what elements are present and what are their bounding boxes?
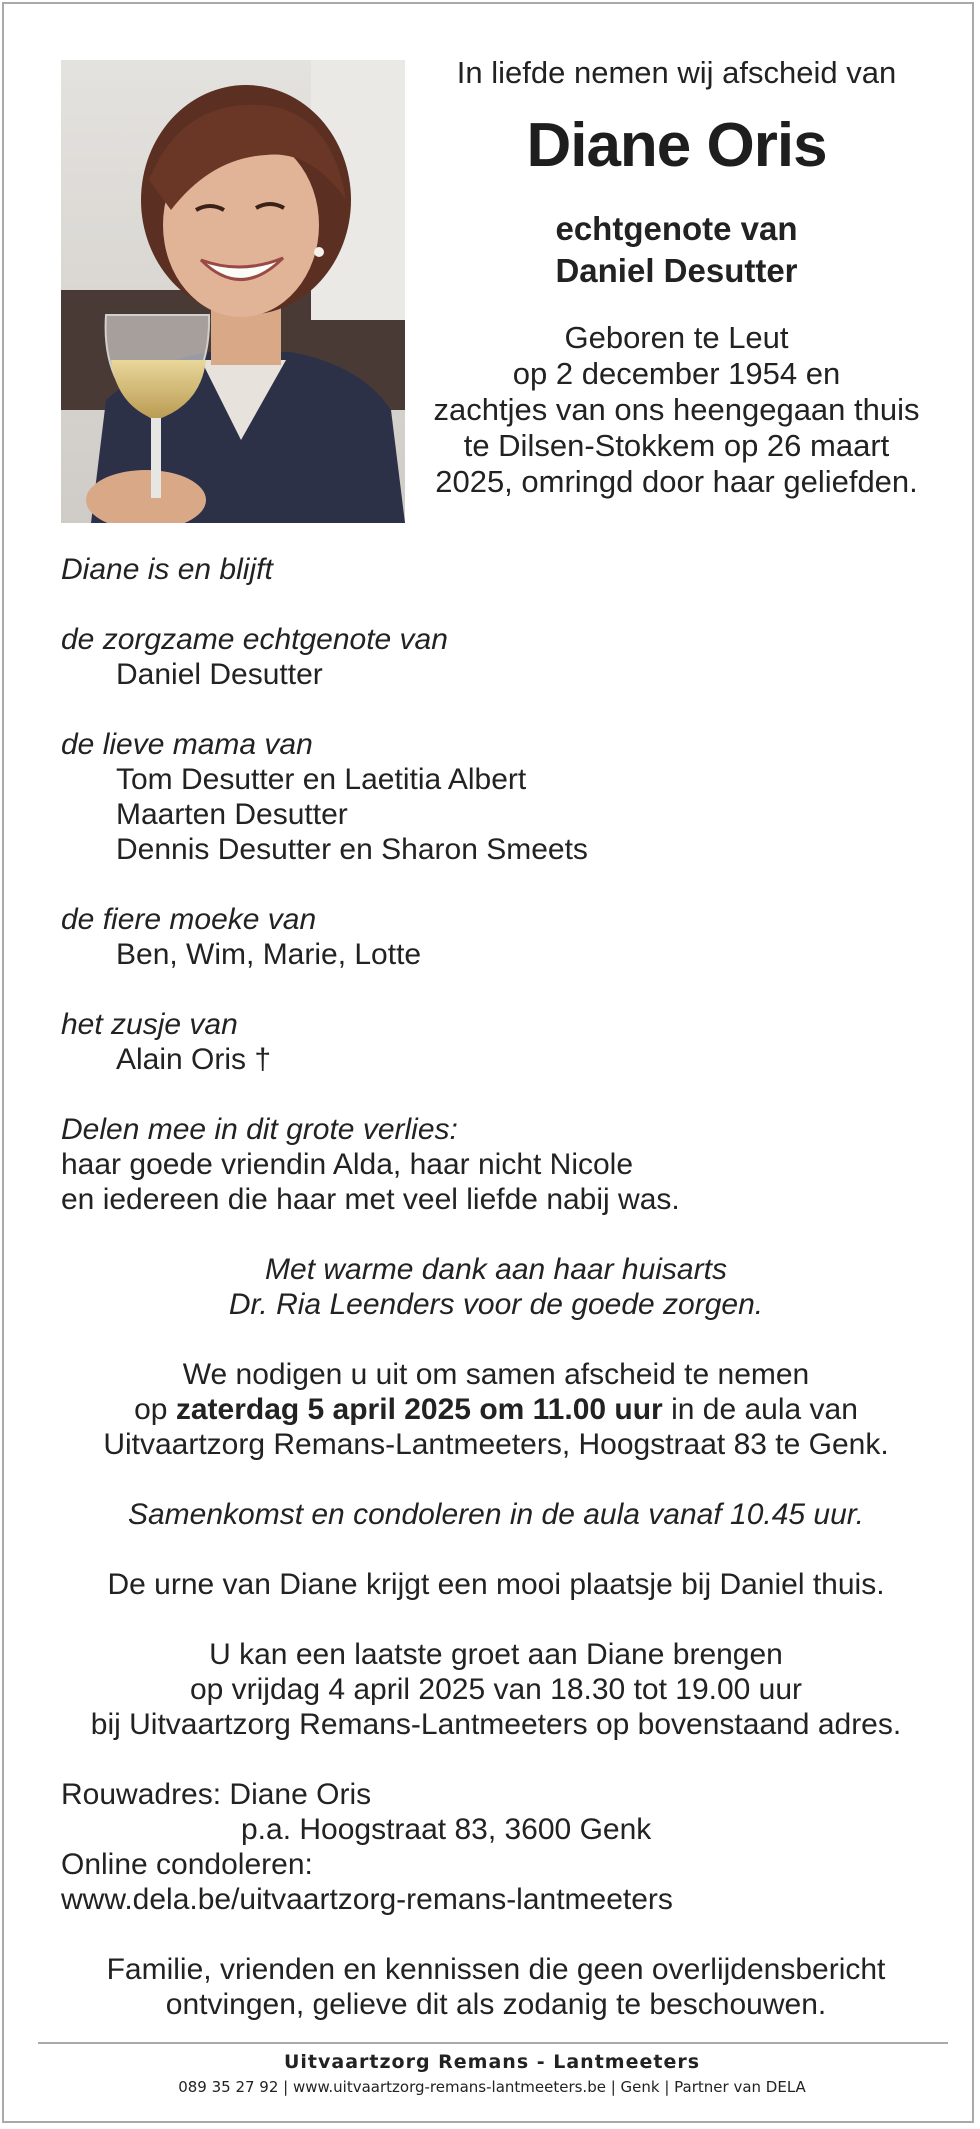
family-member: Alain Oris † [116,1043,272,1076]
visit-line: U kan een laatste groet aan Diane brengen [209,1638,783,1671]
thanks-line: Dr. Ria Leenders voor de goede zorgen. [228,1288,764,1321]
family-group-label: de fiere moeke van [61,903,317,936]
footer-divider [38,2042,948,2044]
spouse-label: echtgenote van [555,210,798,247]
family-member: Maarten Desutter [116,798,348,831]
share-line: haar goede vriendin Alda, haar nicht Nicole [61,1148,634,1181]
funeral-home-contact: 089 35 27 92 | www.uitvaartzorg-remans-lantmeeters.be | Genk | Partner van DELA [178,2078,806,2096]
share-label: Delen mee in dit grote verlies: [61,1113,458,1146]
family-group-label: de zorgzame echtgenote van [61,623,448,656]
birth-death-info [414,320,939,500]
birth-line: zachtjes van ons heengegaan thuis [433,392,920,427]
intro-text: In liefde nemen wij afscheid van [456,55,897,90]
family-group-label: het zusje van [61,1008,238,1041]
invitation-line: Uitvaartzorg Remans-Lantmeeters, Hoogstraat 83 te Genk. [103,1428,889,1461]
birth-line: 2025, omringd door haar geliefden. [435,464,918,499]
spouse-name: Daniel Desutter [555,252,798,289]
ceremony-date: zaterdag 5 april 2025 om 11.00 uur [175,1393,663,1426]
birth-line: op 2 december 1954 en [512,356,841,391]
share-line: en iedereen die haar met veel liefde nabij was. [61,1183,680,1216]
family-member: Tom Desutter en Laetitia Albert [116,763,527,796]
family-intro: Diane is en blijft [61,553,273,586]
family-member: Dennis Desutter en Sharon Smeets [116,833,588,866]
announcement-header [414,54,939,500]
birth-line: Geboren te Leut [564,320,789,355]
thanks-line: Met warme dank aan haar huisarts [265,1253,727,1286]
invitation-line: We nodigen u uit om samen afscheid te nemen [182,1358,810,1391]
notice-line: ontvingen, gelieve dit als zodanig te beschouwen. [165,1988,827,2021]
invitation-post: in de aula van [662,1393,858,1426]
urn-note: De urne van Diane krijgt een mooi plaatsje bij Daniel thuis. [107,1568,885,1601]
online-condolence-link[interactable]: www.dela.be/uitvaartzorg-remans-lantmeeters [61,1883,673,1916]
obituary-card [2,2,974,2123]
funeral-home-name: Uitvaartzorg Remans - Lantmeeters [283,2051,701,2073]
deceased-name: Diane Oris [526,111,827,180]
obituary-body [61,552,931,2022]
family-group-label: de lieve mama van [61,728,313,761]
invitation-line [61,1392,931,1427]
birth-line: te Dilsen-Stokkem op 26 maart [463,428,890,463]
family-member: Ben, Wim, Marie, Lotte [116,938,422,971]
family-member: Daniel Desutter [116,658,323,691]
online-condolence-label: Online condoleren: [61,1848,313,1881]
mourning-address: Rouwadres: Diane Oris [61,1778,372,1811]
portrait-photo [61,60,405,523]
invitation-pre: op [134,1393,176,1426]
spouse-info [414,208,939,292]
visit-line: bij Uitvaartzorg Remans-Lantmeeters op bovenstaand adres. [90,1708,902,1741]
visit-line: op vrijdag 4 april 2025 van 18.30 tot 19.00 uur [189,1673,803,1706]
gathering-note: Samenkomst en condoleren in de aula vanaf 10.45 uur. [127,1498,865,1531]
notice-line: Familie, vrienden en kennissen die geen overlijdensbericht [106,1953,886,1986]
mourning-address-street: p.a. Hoogstraat 83, 3600 Genk [241,1813,652,1846]
footer [4,2049,980,2099]
